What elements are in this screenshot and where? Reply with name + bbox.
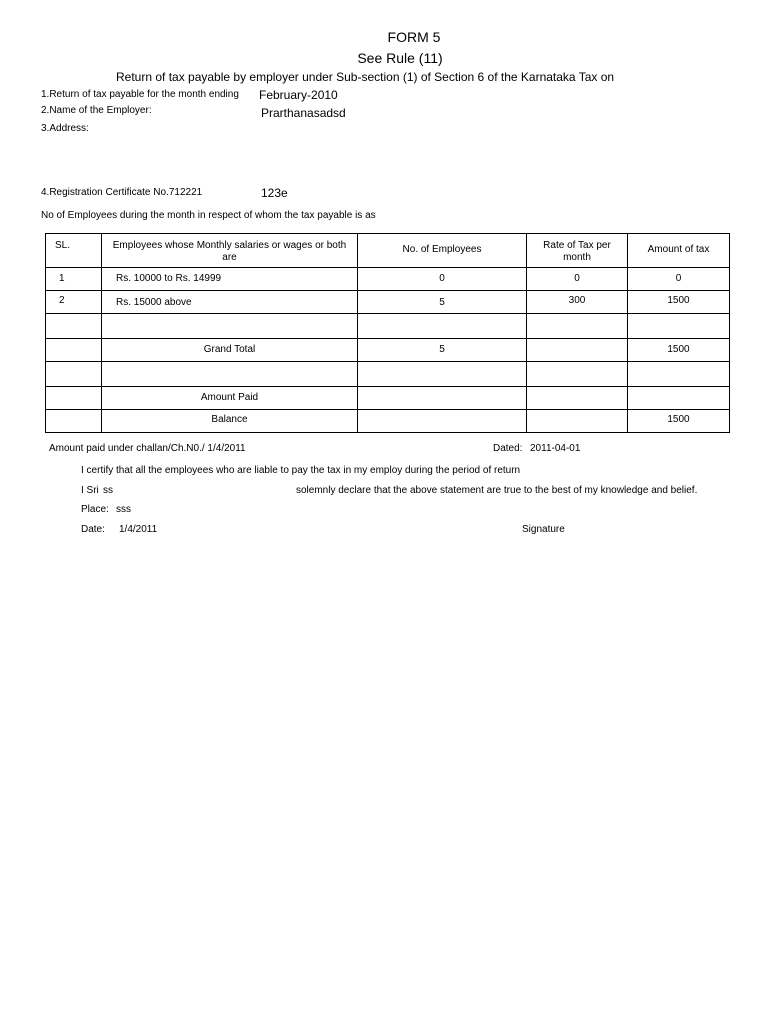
form-subtitle: Return of tax payable by employer under Sub-section (1) of Section 6 of the Karnataka Tax on [116,70,615,84]
balance-row [46,410,730,433]
employer-value: Prarthanasadsd [261,106,346,120]
place-value: sss [116,504,131,515]
header-employees: Employees whose Monthly salaries or wages or both are [102,234,358,268]
challan-line: Amount paid under challan/Ch.N0./ 1/4/2011 [49,443,246,454]
tax-table [45,233,730,433]
registration-value: 123e [261,186,288,200]
employer-label: 2.Name of the Employer: [41,105,152,116]
address-label: 3.Address: [41,123,89,134]
table-row [46,291,730,314]
header-amount: Amount of tax [628,234,730,268]
certify-text: I certify that all the employees who are liable to pay the tax in my employ during the period of return [81,465,521,476]
blank-row [46,314,730,339]
dated-value: 2011-04-01 [530,443,581,454]
row-rate: 0 [527,268,628,291]
row-count: 5 [358,291,527,314]
row-count: 0 [358,268,527,291]
row-desc: Rs. 10000 to Rs. 14999 [102,268,358,291]
date-value: 1/4/2011 [119,524,158,535]
balance-label: Balance [102,410,358,433]
grand-total-count: 5 [358,339,527,362]
place-label: Place: [81,504,109,515]
row-desc: Rs. 15000 above [102,291,358,314]
date-label: Date: [81,524,105,535]
grand-total-row [46,339,730,362]
employees-note: No of Employees during the month in respect of whom the tax payable is as [41,210,376,221]
row-sl: 1 [46,268,102,291]
declarant-name: ss [103,485,113,496]
header-rate: Rate of Tax per month [527,234,628,268]
dated-label: Dated: [493,443,523,454]
form-title: FORM 5 [387,29,441,45]
table-header-row [46,234,730,268]
grand-total-amount: 1500 [628,339,730,362]
declaration-text: solemnly declare that the above statement are true to the best of my knowledge and belief. [296,485,698,496]
declarant-prefix: I Sri [81,485,99,496]
rule-reference: See Rule (11) [357,50,443,66]
signature-label: Signature [522,524,565,535]
registration-label: 4.Registration Certificate No.712221 [41,187,203,198]
amount-paid-row [46,387,730,410]
row-sl: 2 [46,291,102,314]
header-sl: SL. [46,234,102,268]
row-rate: 300 [527,291,628,314]
grand-total-label: Grand Total [102,339,358,362]
month-value: February-2010 [259,88,338,102]
table-row [46,268,730,291]
row-amount: 1500 [628,291,730,314]
blank-row [46,362,730,387]
amount-paid-label: Amount Paid [102,387,358,410]
balance-amount: 1500 [628,410,730,433]
row-amount: 0 [628,268,730,291]
header-count: No. of Employees [358,234,527,268]
month-label: 1.Return of tax payable for the month ending [41,89,239,100]
